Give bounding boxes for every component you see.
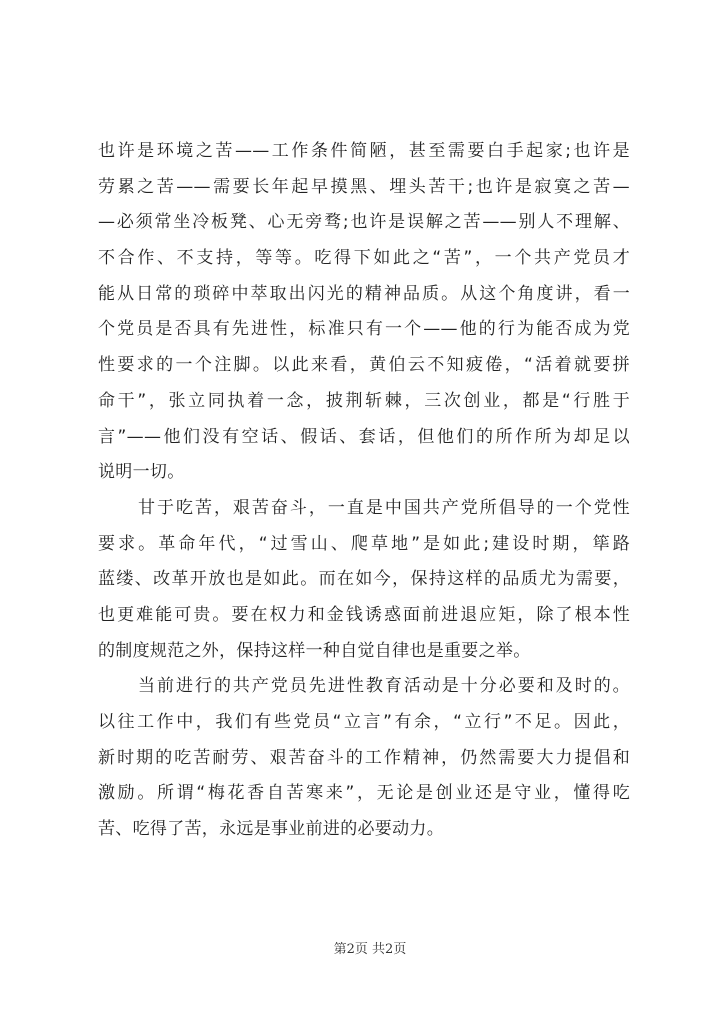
text-line: 能从日常的琐碎中萃取出闪光的精神品质。从这个角度讲，看一 <box>98 283 630 304</box>
document-body <box>98 134 630 848</box>
text-line: 以往工作中，我们有些党员“立言”有余，“立行”不足。因此， <box>98 712 630 732</box>
text-line: 的制度规范之外，保持这样一种自觉自律也是重要之举。 <box>98 640 531 661</box>
text-line: 新时期的吃苦耐劳、艰苦奋斗的工作精神，仍然需要大力提倡和 <box>98 747 630 768</box>
paragraph <box>98 491 630 669</box>
paragraph <box>98 669 630 847</box>
text-line: 说明一切。 <box>98 462 185 483</box>
text-line: 甘于吃苦，艰苦奋斗，一直是中国共产党所倡导的一个党性 <box>138 497 630 518</box>
text-line: 也许是环境之苦——工作条件简陋，甚至需要白手起家;也许是 <box>98 141 630 161</box>
text-line: 要求。革命年代，“过雪山、爬草地”是如此;建设时期，筚路 <box>98 533 630 554</box>
text-line: 言”——他们没有空话、假话、套话，但他们的所作所为却足以 <box>98 426 630 447</box>
text-line: 蓝缕、改革开放也是如此。而在如今，保持这样的品质尤为需要， <box>98 569 630 590</box>
text-line: 劳累之苦——需要长年起早摸黑、埋头苦干;也许是寂寞之苦— <box>98 176 630 197</box>
text-line: 当前进行的共产党员先进性教育活动是十分必要和及时的。 <box>138 676 630 697</box>
text-line: 苦、吃得了苦，永远是事业前进的必要动力。 <box>98 819 444 840</box>
text-line: 激励。所谓“梅花香自苦寒来”，无论是创业还是守业，懂得吃 <box>98 783 630 804</box>
text-line: 命干”，张立同执着一念，披荆斩棘，三次创业，都是“行胜于 <box>98 390 630 411</box>
text-line: 个党员是否具有先进性，标准只有一个——他的行为能否成为党 <box>98 319 630 340</box>
text-line: 性要求的一个注脚。以此来看，黄伯云不知疲倦，“活着就要拼 <box>98 355 630 376</box>
paragraph <box>98 134 630 491</box>
text-line: 也更难能可贵。要在权力和金钱诱惑面前进退应矩，除了根本性 <box>98 604 630 625</box>
page-number-footer: 第2页 共2页 <box>333 942 407 957</box>
text-line: —必须常坐冷板凳、心无旁骛;也许是误解之苦——别人不理解、 <box>98 212 630 233</box>
text-line: 不合作、不支持，等等。吃得下如此之“苦”，一个共产党员才 <box>98 248 630 269</box>
